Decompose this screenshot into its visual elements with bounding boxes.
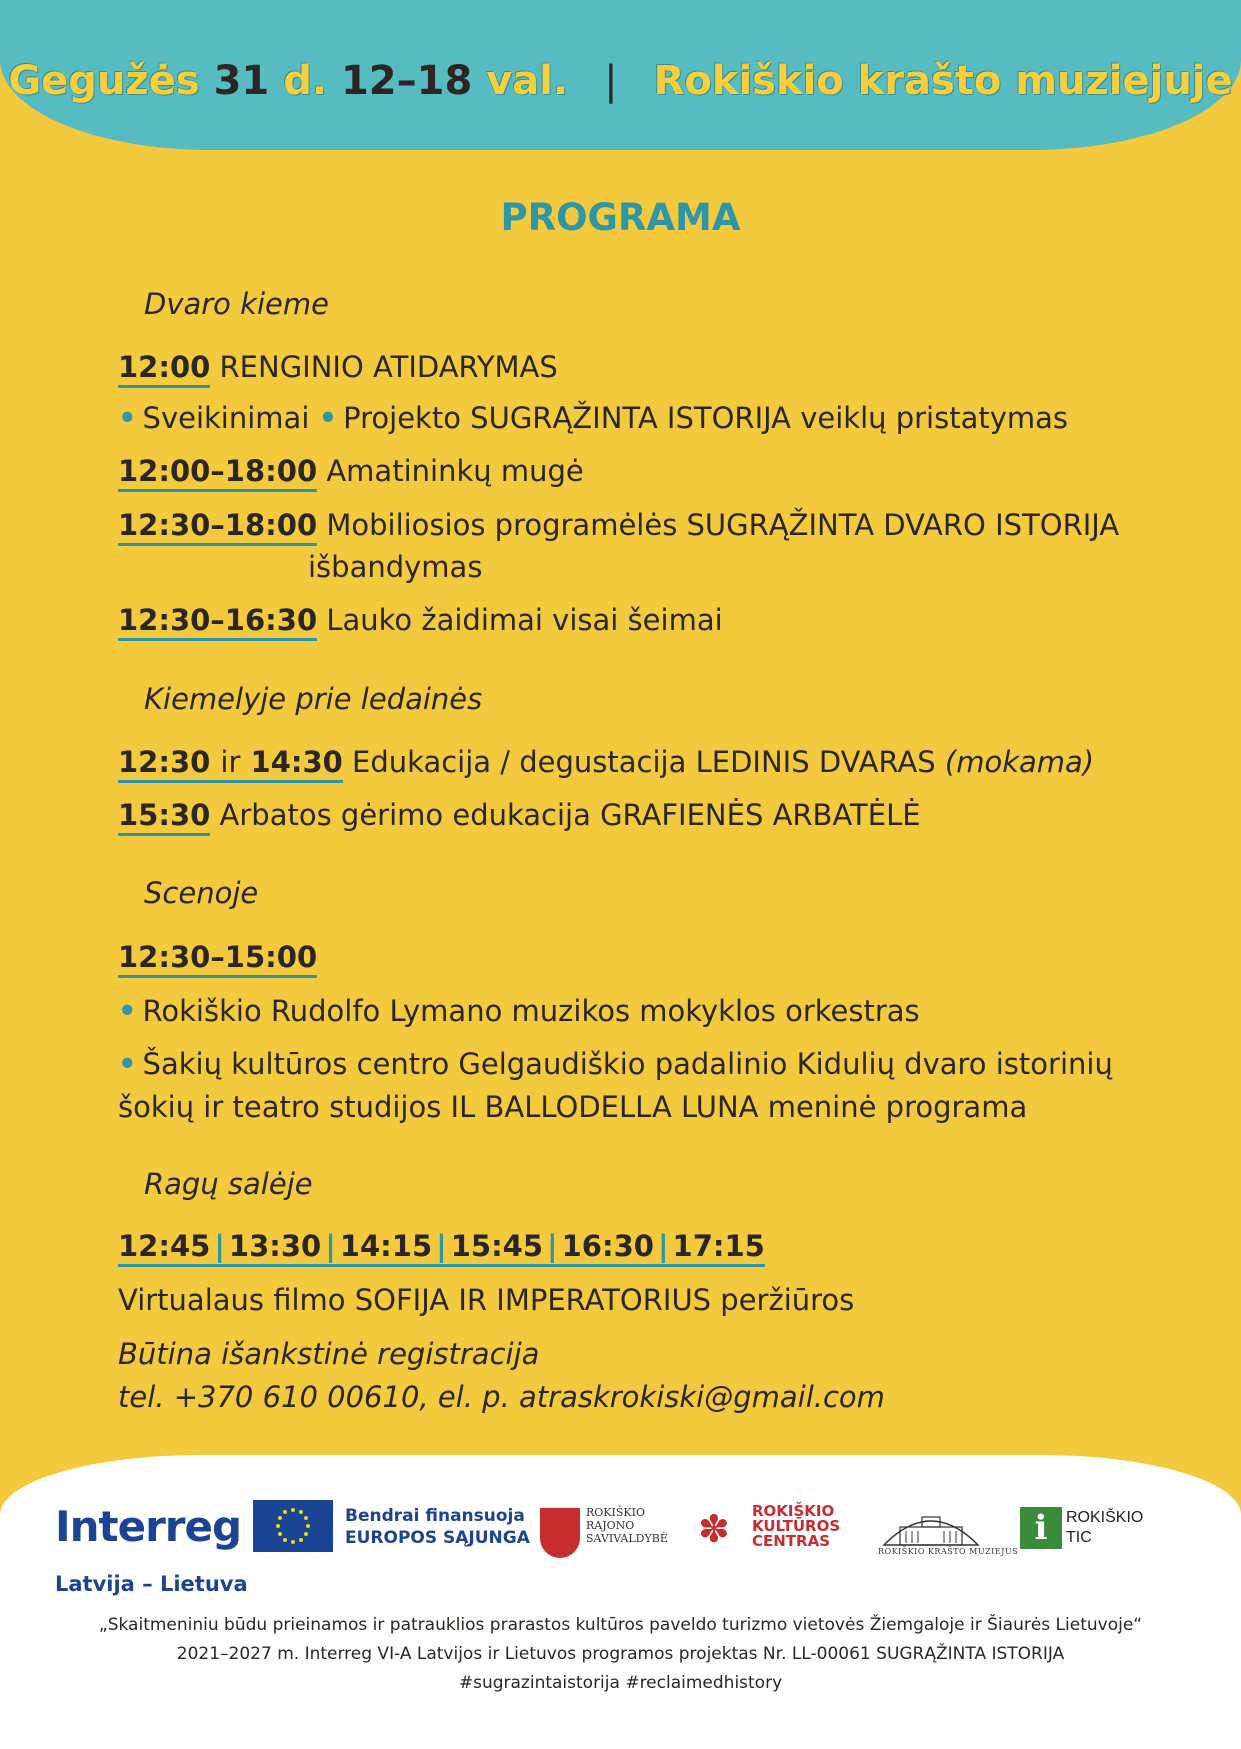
registration-note: Būtina išankstinė registracija (118, 1337, 540, 1371)
item-text: Sveikinimai (142, 401, 310, 435)
interreg-subtitle: Latvija – Lietuva (55, 1572, 248, 1596)
time-label: 12:30–16:30 (118, 603, 317, 641)
program-item (118, 940, 317, 974)
page-title: PROGRAMA (500, 196, 741, 239)
item-note: (mokama) (944, 745, 1095, 779)
section-heading-stage: Scenoje (144, 876, 259, 910)
header-day: 31 (213, 58, 270, 104)
time-label: 12:30–18:00 (118, 508, 317, 546)
program-item (118, 350, 558, 384)
program-item (118, 745, 1094, 779)
time-label: 12:30 ir 14:30 (118, 745, 343, 783)
time-label: 12:00 (118, 350, 210, 388)
bullet-icon: • (118, 994, 137, 1028)
program-item (118, 994, 920, 1028)
header-day-unit: d. (283, 58, 328, 104)
header-venue: Rokiškio krašto muziejuje (653, 58, 1233, 104)
interreg-logo: Interreg (55, 1502, 242, 1551)
museum-building-icon (880, 1505, 982, 1549)
item-text-continued: šokių ir teatro studijos IL BALLODELLA LUNA meninė programa (118, 1090, 1028, 1124)
item-text-continued: išbandymas (308, 550, 483, 584)
culture-centre-logo-text: ROKIŠKIO KULTŪROS CENTRAS (752, 1502, 841, 1550)
program-item (118, 401, 1068, 435)
registration-contact[interactable]: tel. +370 610 00610, el. p. atraskrokiski@gmail.com (118, 1380, 885, 1414)
project-description: „Skaitmeniniu būdu prieinamos ir patrauklios prarastos kultūros paveldo turizmo vietovės Žiemgaloje ir Šiaurės Lietuvoje“ (98, 1615, 1143, 1635)
eu-flag-icon (253, 1500, 333, 1552)
hashtags: #sugrazintaistorija #reclaimedhistory (458, 1673, 783, 1693)
bullet-icon: • (118, 401, 137, 435)
time-label: 12:00–18:00 (118, 454, 317, 492)
program-item (118, 454, 584, 488)
section-heading-yard: Dvaro kieme (144, 287, 329, 321)
footer-panel (0, 1455, 1241, 1749)
municipality-crest-icon (540, 1508, 580, 1558)
header-time-unit: val. (486, 58, 569, 104)
header-time: 12–18 (340, 58, 473, 104)
header-separator: | (604, 58, 618, 104)
program-item (118, 798, 921, 832)
item-text: Arbatos gėrimo edukacija GRAFIENĖS ARBATĖLĖ (219, 798, 921, 832)
item-text: RENGINIO ATIDARYMAS (219, 350, 558, 384)
bullet-icon: • (118, 1047, 137, 1081)
item-text: Virtualaus filmo SOFIJA IR IMPERATORIUS peržiūros (118, 1283, 855, 1317)
program-item (118, 1229, 765, 1263)
eu-cofunding-text: Bendrai finansuoja EUROPOS SĄJUNGA (345, 1506, 530, 1548)
bullet-icon: • (318, 401, 338, 435)
item-text: Projekto SUGRĄŽINTA ISTORIJA veiklų pristatymas (343, 401, 1069, 435)
project-programme: 2021–2027 m. Interreg VI-A Latvijos ir Lietuvos programos projektas Nr. LL-00061 SUGRĄŽINTA ISTORIJA (176, 1644, 1065, 1664)
program-item (118, 1047, 1113, 1081)
item-text: Rokiškio Rudolfo Lymano muzikos mokyklos orkestras (142, 994, 920, 1028)
museum-logo-text: ROKIŠKIO KRAŠTO MUZIEJUS (878, 1547, 1019, 1556)
item-text: Amatininkų mugė (326, 454, 584, 488)
info-icon: i (1020, 1507, 1062, 1549)
item-text: Šakių kultūros centro Gelgaudiškio padalinio Kidulių dvaro istorinių (142, 1047, 1113, 1081)
section-heading-icehouse: Kiemelyje prie ledainės (144, 682, 483, 716)
culture-centre-icon: ✽ (698, 1507, 730, 1551)
time-list: 12:45 | 13:30 | 14:15 | 15:45 | 16:30 | 17:15 (118, 1229, 765, 1267)
section-heading-horn-hall: Ragų salėje (144, 1167, 313, 1201)
header-month: Gegužės (8, 58, 200, 104)
municipality-logo-text: ROKIŠKIO RAJONO SAVIVALDYBĖ (586, 1506, 668, 1545)
event-date-venue (0, 58, 1241, 104)
item-text: Edukacija / degustacija LEDINIS DVARAS (352, 745, 936, 779)
item-text: Mobiliosios programėlės SUGRĄŽINTA DVARO ISTORIJA (326, 508, 1120, 542)
program-item (118, 508, 1119, 542)
program-item (118, 603, 723, 637)
item-text: Lauko žaidimai visai šeimai (326, 603, 723, 637)
time-label: 15:30 (118, 798, 210, 836)
tic-logo-text: ROKIŠKIO TIC (1066, 1509, 1144, 1546)
time-label: 12:30–15:00 (118, 940, 317, 978)
